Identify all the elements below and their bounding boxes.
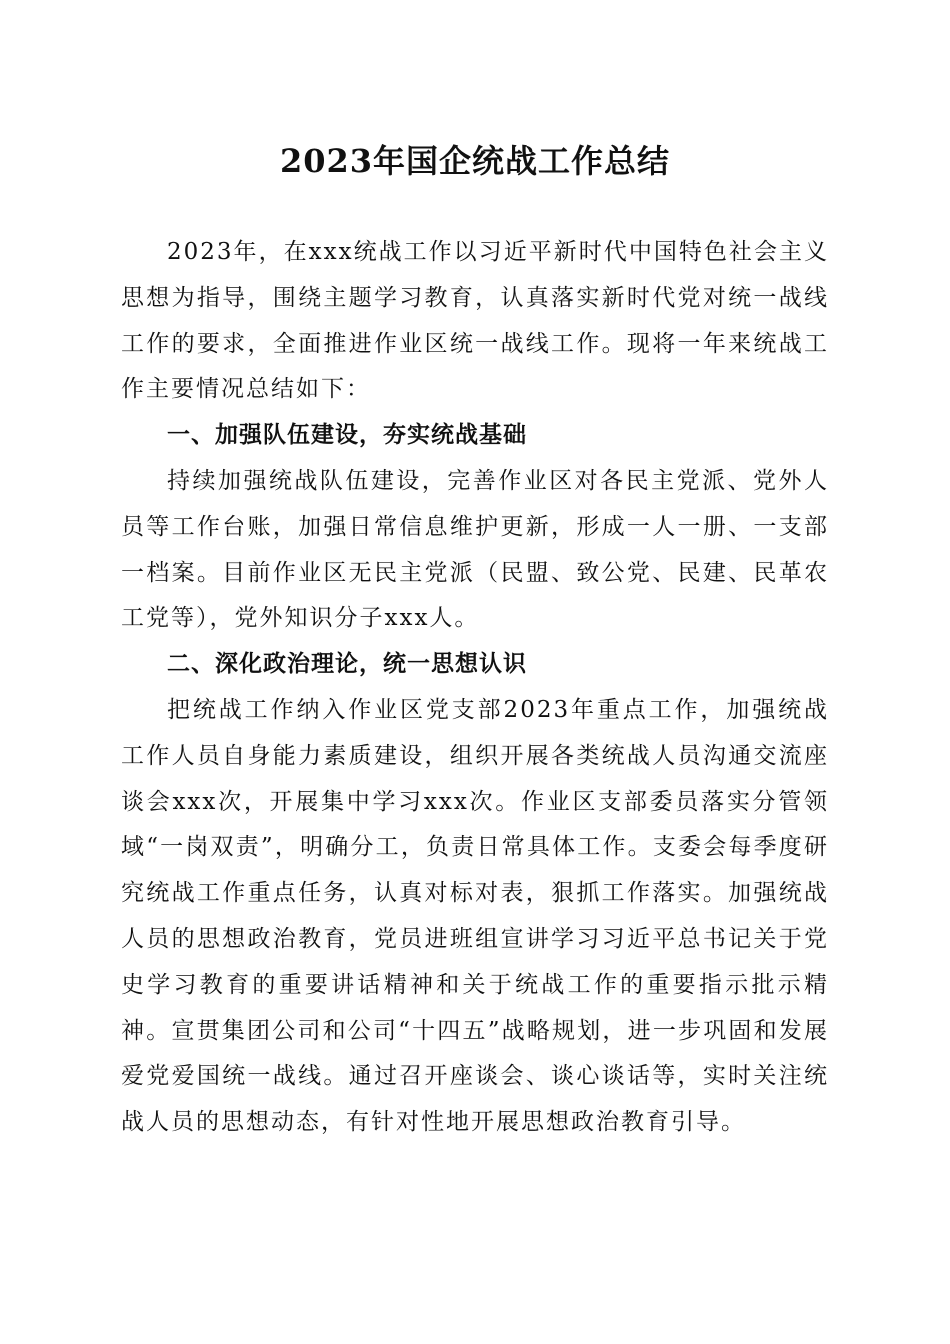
section-2-paragraph: 把统战工作纳入作业区党支部2023年重点工作，加强统战工作人员自身能力素质建设，组织开展各类统战人员沟通交流座谈会xxx次，开展集中学习xxx次。作业区支部委员落实分管领域“一岗双责”，明确分工，负责日常具体工作。支委会每季度研究统战工作重点任务，认真对标对表，狠抓工作落实。加强统战人员的思想政治教育，党员进班组宣讲学习习近平总书记关于党史学习教育的重要讲话精神和关于统战工作的重要指示批示精神。宣贯集团公司和公司“十四五”战略规划，进一步巩固和发展爱党爱国统一战线。通过召开座谈会、谈心谈话等，实时关注统战人员的思想动态，有针对性地开展思想政治教育引导。 xyxy=(121,696,829,1136)
section-1-paragraph: 持续加强统战队伍建设，完善作业区对各民主党派、党外人员等工作台账，加强日常信息维护更新，形成一人一册、一支部一档案。目前作业区无民主党派（民盟、致公党、民建、民革农工党等），党外知识分子xxx人。 xyxy=(121,467,829,632)
document-title: 2023年国企统战工作总结 xyxy=(279,142,671,180)
intro-paragraph: 2023年，在xxx统战工作以习近平新时代中国特色社会主义思想为指导，围绕主题学习教育，认真落实新时代党对统一战线工作的要求，全面推进作业区统一战线工作。现将一年来统战工作主要情况总结如下： xyxy=(121,239,829,403)
section-1-heading: 一、加强队伍建设，夯实统战基础 xyxy=(167,422,527,449)
section-2-heading: 二、深化政治理论，统一思想认识 xyxy=(167,651,527,678)
document-body xyxy=(121,230,829,1146)
